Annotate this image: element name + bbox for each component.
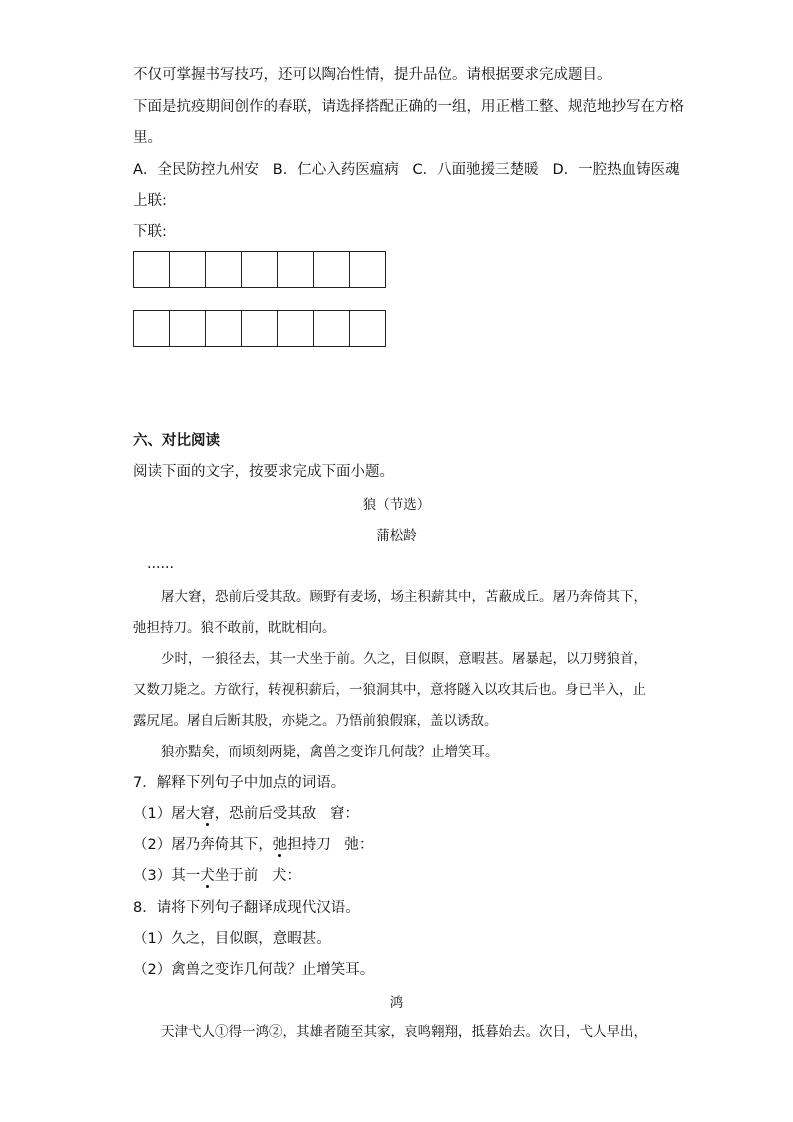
passage-paragraph-1-cont: 弛担持刀。狼不敢前，眈眈相向。 xyxy=(133,620,336,636)
question-7-stem: 7．解释下列句子中加点的词语。 xyxy=(133,775,346,791)
grid-cell[interactable] xyxy=(278,311,314,347)
grid-cell[interactable] xyxy=(170,311,206,347)
grid-cell[interactable] xyxy=(278,252,314,288)
dotted-word: 窘 xyxy=(200,806,215,822)
passage-title: 狼（节选） xyxy=(362,497,431,513)
passage-paragraph-1: 屠大窘，恐前后受其敌。顾野有麦场，场主积薪其中，苫蔽成丘。屠乃奔倚其下， xyxy=(161,589,647,605)
passage-paragraph-3: 狼亦黠矣，而顷刻两毙，禽兽之变诈几何哉？止增笑耳。 xyxy=(161,744,499,760)
passage-2-title: 鸿 xyxy=(389,995,404,1011)
question-7-item-1: （1）屠大窘，恐前后受其敌 窘： xyxy=(133,806,360,822)
grid-cell[interactable] xyxy=(170,252,206,288)
passage-2-line-1: 天津弋人①得一鸿②，其雄者随至其家，哀鸣翱翔，抵暮始去。次日，弋人早出， xyxy=(161,1024,647,1040)
question-7-item-3: （3）其一犬坐于前 犬： xyxy=(133,868,302,884)
grid-cell[interactable] xyxy=(206,252,242,288)
grid-cell[interactable] xyxy=(314,311,350,347)
grid-cell[interactable] xyxy=(242,252,278,288)
question-8-stem: 8．请将下列句子翻译成现代汉语。 xyxy=(133,900,360,916)
passage-ellipsis: …… xyxy=(147,556,174,572)
passage-paragraph-2: 少时，一狼径去，其一犬坐于前。久之，目似瞑，意暇甚。屠暴起，以刀劈狼首， xyxy=(161,651,647,667)
couplet-options: A．全民防控九州安 B．仁心入药医瘟病 C．八面驰援三楚暖 D．一腔热血铸医魂 xyxy=(133,162,680,178)
grid-cell[interactable] xyxy=(350,252,386,288)
upper-couplet-label: 上联: xyxy=(133,193,167,209)
grid-cell[interactable] xyxy=(134,252,170,288)
intro-line-3: 里。 xyxy=(133,130,162,146)
passage-author: 蒲松龄 xyxy=(376,528,417,544)
intro-line-1: 不仅可掌握书写技巧，还可以陶冶性情，提升品位。请根据要求完成题目。 xyxy=(133,67,612,83)
dotted-word: 犬 xyxy=(200,868,215,884)
question-7-item-2: （2）屠乃奔倚其下，弛担持刀 弛： xyxy=(133,837,374,853)
grid-cell[interactable] xyxy=(206,311,242,347)
lower-couplet-label: 下联: xyxy=(133,224,167,240)
passage-paragraph-2-cont: 又数刀毙之。方欲行，转视积薪后，一狼洞其中，意将隧入以攻其后也。身已半入，止 xyxy=(133,682,646,698)
question-8-item-1: （1）久之，目似瞑，意暇甚。 xyxy=(133,931,331,947)
section-instruction: 阅读下面的文字，按要求完成下面小题。 xyxy=(133,464,394,480)
section-heading: 六、对比阅读 xyxy=(133,433,220,449)
question-8-item-2: （2）禽兽之变诈几何哉？止增笑耳。 xyxy=(133,962,375,978)
writing-grid-upper xyxy=(133,251,386,288)
intro-line-2: 下面是抗疫期间创作的春联，请选择搭配正确的一组，用正楷工整、规范地抄写在方格 xyxy=(133,99,684,115)
grid-cell[interactable] xyxy=(134,311,170,347)
dotted-word: 弛 xyxy=(272,837,288,853)
grid-cell[interactable] xyxy=(350,311,386,347)
writing-grid-lower xyxy=(133,310,386,347)
grid-cell[interactable] xyxy=(314,252,350,288)
grid-cell[interactable] xyxy=(242,311,278,347)
passage-paragraph-2-end: 露尻尾。屠自后断其股，亦毙之。乃悟前狼假寐，盖以诱敌。 xyxy=(133,713,498,729)
